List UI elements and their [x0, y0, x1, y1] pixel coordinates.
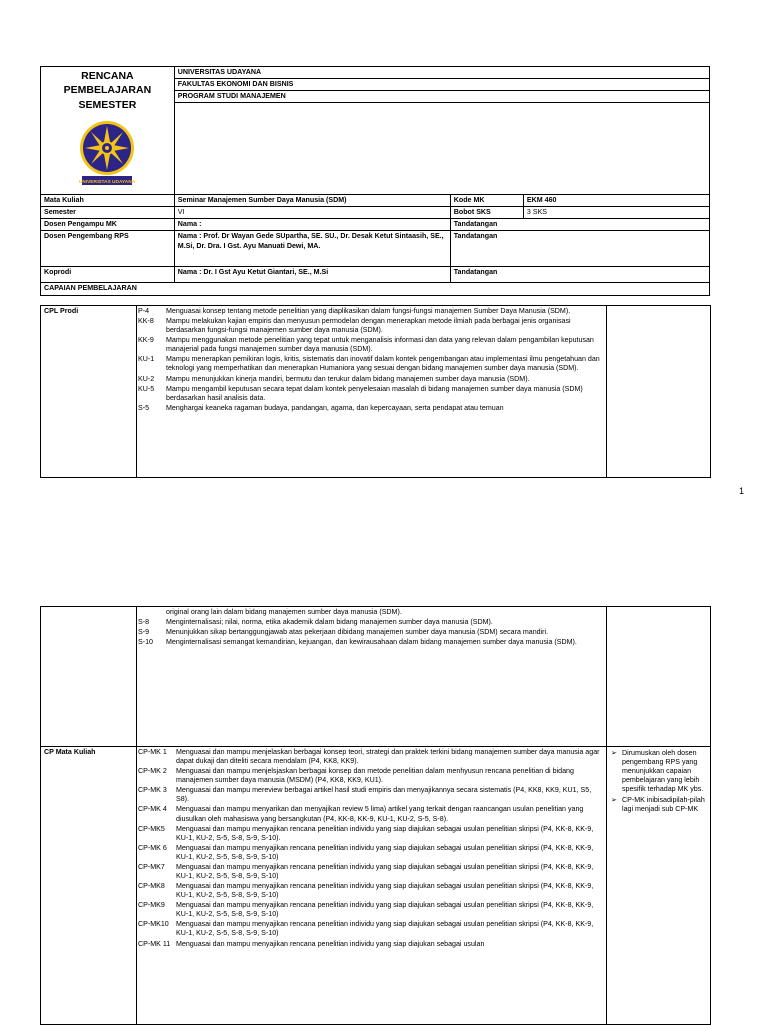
cpl-item-text: Menunjukkan sikap bertanggungjawab atas pekerjaan dibidang manajemen sumber daya manusia (SDM) secara mandiri.: [166, 628, 549, 637]
cpmk-item-text: Menguasai dan mampu menyajikan rencana penelitian individu yang siap diajukan sebagai usulan: [176, 939, 485, 948]
cpmk-item-text: Menguasai dan mampu menyajikan rencana penelitian individu yang siap diajukan sebagai usulan penelitian skripsi (P4, KK-8, KK-9, KU-1, KU-2, S-5, S-8, S-9, S-10): [176, 920, 594, 938]
note-item: [611, 749, 706, 794]
cpl-prodi-label: CPL Prodi: [41, 306, 137, 478]
cpmk-item-text: Menguasai dan mampu menyajikan rencana penelitian individu yang siap diajukan sebagai usulan penelitian skripsi (P4, KK-8, KK-9, KU-1, KU-2, S-5, S-8, S-9, S-10): [176, 862, 594, 881]
cpl-item: [137, 385, 606, 404]
dosen-pengampu-label: Dosen Pengampu MK: [41, 219, 175, 231]
bobot-sks-value: 3 SKS: [523, 207, 709, 219]
dosen-pengembang-label: Dosen Pengembang RPS: [41, 231, 175, 267]
cpl-item: [137, 375, 606, 385]
cpl-item-code: S-8: [138, 618, 150, 627]
cpmk-item-code: CP-MK 3: [138, 786, 167, 795]
cpmk-item: [137, 767, 606, 786]
cpl-item: [137, 307, 606, 317]
cpl-item-text: Mampu menggunakan metode penelitian yang tepat untuk menganalisis informasi dan data yang relevan dalam pengambilan keputusan manajerial pada fungsi manajemen sumber daya manusia (SDM).: [166, 336, 594, 354]
cpl-item: [137, 336, 606, 355]
university-name: UNIVERSITAS UDAYANA: [174, 67, 709, 79]
document-page-2: [0, 540, 768, 1024]
cp-mata-kuliah-label: CP Mata Kuliah: [41, 747, 137, 1025]
cpmk-item-text: Menguasai dan mampu menyarikan dan menyajikan review 5 lima) artikel yang terkait dengan raancangan usulan penelitian yang diusulkan oleh mahasiswa yang bersangkutan (P4, KK-8, KK-9, KU-1, KU-2, S-5, S-8).: [176, 805, 584, 823]
cpmk-item-code: CP-MK 1: [138, 748, 167, 756]
note-text: CP-MK inibisadipilah-pilah lagi menjadi sub CP-MK: [622, 796, 705, 814]
header-empty-cell: [174, 103, 709, 195]
cpl-item-code: KK-8: [138, 317, 154, 326]
cpl-item-code: KU-5: [138, 384, 155, 393]
faculty-name: FAKULTAS EKONOMI DAN BISNIS: [174, 79, 709, 91]
cpmk-item-code: CP-MK 6: [138, 843, 167, 852]
mata-kuliah-value: Seminar Manajemen Sumber Daya Manusia (SDM): [174, 195, 450, 207]
cpl-notes-empty: [607, 306, 711, 478]
semester-value: VI: [174, 207, 450, 219]
rps-header-table: [40, 66, 710, 296]
cpmk-item-text: Menguasai dan mampu menyajikan rencana penelitian individu yang siap diajukan sebagai usulan penelitian skripsi (P4, KK-8, KK-9, KU-1, KU-2, S-5, S-8, S-9, S-10).: [176, 824, 594, 842]
cpmk-item: [137, 940, 606, 950]
tandatangan-pengampu: Tandatangan: [450, 219, 709, 231]
rps-title-line-3: SEMESTER: [78, 98, 137, 111]
note-item: [611, 796, 706, 814]
dosen-pengembang-value: Nama : Prof. Dr Wayan Gede SUpartha, SE. SU., Dr. Desak Ketut Sintaasih, SE., M.Si, Dr. Dra. I Gst. Ayu Manuati Dewi, MA.: [174, 231, 450, 267]
rps-title-line-2: PEMBELAJARAN: [63, 84, 152, 97]
cpl-item-text: original orang lain dalam bidang manajemen sumber daya manusia (SDM).: [166, 608, 402, 616]
cpmk-item-text: Menguasai dan mampu menyajikan rencana penelitian individu yang siap diajukan sebagai usulan penelitian skripsi (P4, KK-8, KK-9, KU-1, KU-2, S-5, S-8, S-9, S-10): [176, 901, 594, 919]
semester-label: Semester: [41, 207, 175, 219]
cpl-item-text: Menginternalisasi semangat kemandirian, kejuangan, dan kewirausahaan dalam bidang manajemen sumber daya manusia (SDM).: [166, 638, 577, 647]
cpl-item-code: S-9: [138, 628, 150, 637]
cpmk-item: [137, 748, 606, 767]
cpl-item: [137, 317, 606, 336]
cpl-table-page-2: [40, 606, 711, 1025]
cpl-item: [137, 638, 606, 648]
cpl-item-code: S-5: [138, 403, 150, 412]
arrow-bullet-icon: ➢: [611, 796, 617, 805]
cpmk-notes: [611, 749, 706, 815]
cpmk-item-text: Menguasai dan mampu menyajikan rencana penelitian individu yang siap diajukan sebagai usulan penelitian skripsi (P4, KK-8, KK-9, KU-1, KU-2, S-5, S-8, S-9, S-10): [176, 882, 594, 900]
cpl-list-page-2: [137, 608, 606, 648]
cpmk-item-code: CP-MK10: [138, 920, 169, 929]
cpmk-item-text: Menguasai dan mampu menjelaskan berbagai konsep teori, strategi dan praktek terkini bidang manajemen sumber daya manusia agar dapat dukaji dan diteliti secara mendalam (P4, KK8, KK9).: [176, 748, 600, 766]
cpmk-item: [137, 786, 606, 805]
cpmk-item-text: Menguasai dan mampu menjelsjaskan berbagai konsep dan metode penelitian dalam menhyusun rencana penelitian di bidang manajemen sumber daya manusia (MSDM) (P4, KK8, KK9, KU1).: [176, 767, 574, 785]
cpmk-item-code: CP-MK 4: [138, 805, 167, 814]
cpmk-item-code: CP-MK 2: [138, 767, 167, 776]
bobot-sks-label: Bobot SKS: [450, 207, 523, 219]
cpl-item-text: Mampu mengambil keputusan secara tepat dalam kontek penyelesaian masalah di bidang manajemen sumber daya manusia (SDM) berdasarkan hasil analisis data.: [166, 384, 583, 402]
arrow-bullet-icon: ➢: [611, 749, 617, 757]
cpl-item-code: P-4: [138, 307, 150, 315]
logo-text: UNIVERSITAS UDAYANA: [79, 180, 136, 186]
cpmk-notes-cell: [607, 747, 711, 1025]
cpl-item-text: Menghargai keaneka ragaman budaya, pandangan, agama, dan kepercayaan, serta pendapat atau temuan: [166, 403, 504, 412]
rps-title-cell: [41, 67, 175, 195]
cpmk-item-code: CP-MK8: [138, 882, 165, 891]
cpmk-item-code: CP-MK 11: [138, 939, 171, 948]
cpmk-item: [137, 825, 606, 844]
cpmk-item-text: Menguasai dan mampu menyajikan rencana penelitian individu yang siap diajukan sebagai usulan penelitian skripsi (P4, KK-8, KK-9, KU-1, KU-2, S-5, S-8, S-9, S-10): [176, 843, 594, 861]
cpl-item-code: [137, 608, 165, 618]
cpl-continued-label: [41, 607, 137, 747]
rps-title-line-1: RENCANA: [81, 70, 134, 82]
university-logo: [73, 118, 141, 186]
program-name: PROGRAM STUDI MANAJEMEN: [174, 91, 709, 103]
tandatangan-pengembang: Tandatangan: [450, 231, 709, 267]
cpl-item: [137, 618, 606, 628]
cpl-item-code: KK-9: [138, 336, 154, 345]
cpmk-item: [137, 863, 606, 882]
cpl-item-text: Mampu menunjukkan kinerja mandiri, bermutu dan terukur dalam bidang manajemen sumber daya manusia (SDM).: [166, 374, 530, 383]
cpl-item: [137, 404, 606, 414]
cpl-item-text: Menguasai konsep tentang metode penelitian yang diaplikasikan dalam fungsi-fungsi manajemen Sumber Daya Manusia (SDM).: [166, 307, 571, 315]
cpl-item: [137, 628, 606, 638]
cpl-item-text: Mampu menerapkan pemikiran logis, kritis, sistematis dan inovatif dalam kontek pengembangan atau implementasi ilmu pengetahuan dan teknologi yang memperhatikan dan menerapkan Humaniora yang sesuai dengan bidang manajemen sumber daya manusia (SDM).: [166, 355, 600, 373]
cpl-item-code: S-10: [138, 638, 153, 647]
note-text: Dirumuskan oleh dosen pengembang RPS yang menunjukkan capaian pembelajaran yang lebih spesifik terhadap MK ybs.: [622, 749, 704, 794]
cpl-table-page-1: [40, 305, 711, 478]
cpl-continued-notes: [607, 607, 711, 747]
kode-mk-value: EKM 460: [523, 195, 709, 207]
cpmk-item-code: CP-MK7: [138, 862, 165, 871]
tandatangan-koprodi: Tandatangan: [450, 267, 709, 283]
cpmk-list: [137, 748, 606, 950]
cpl-item-code: KU-1: [138, 355, 155, 364]
mata-kuliah-label: Mata Kuliah: [41, 195, 175, 207]
page-number: 1: [738, 486, 744, 496]
cpl-list-page-1: [137, 307, 606, 414]
cpl-item: [137, 355, 606, 374]
kode-mk-label: Kode MK: [450, 195, 523, 207]
cpl-item: [137, 608, 606, 618]
cpmk-item-text: Menguasai dan mampu mereview berbagai artikel hasil studi empiris dan menyajikannya secara sistematis (P4, KK8, KK9, KU1, S5, S8).: [176, 786, 592, 804]
cpmk-item-code: CP-MK9: [138, 901, 165, 910]
cpl-item-text: Mampu melakukan kajian empiris dan menyusun permodelan dengan menerapkan metode ilmiah pada berbagai jenis organisasi berdasarkan fungsi-fungsi manajemen sumber daya manusia (SDM).: [166, 317, 571, 335]
cpl-item-code: KU-2: [138, 374, 155, 383]
cpmk-item: [137, 882, 606, 901]
cpmk-item: [137, 805, 606, 824]
cpmk-item-code: CP-MK5: [138, 824, 165, 833]
cpl-item-text: Menginternalisasi; nilai, norma, etika akademik dalam bidang manajemen sumber daya manusia (SDM).: [166, 618, 493, 627]
capaian-header: CAPAIAN PEMBELAJARAN: [41, 283, 710, 295]
dosen-pengampu-value: Nama :: [174, 219, 450, 231]
koprodi-value: Nama : Dr. I Gst Ayu Ketut Giantari, SE., M.Si: [174, 267, 450, 283]
cpmk-item: [137, 901, 606, 920]
koprodi-label: Koprodi: [41, 267, 175, 283]
cpmk-item: [137, 920, 606, 939]
cpmk-item: [137, 844, 606, 863]
